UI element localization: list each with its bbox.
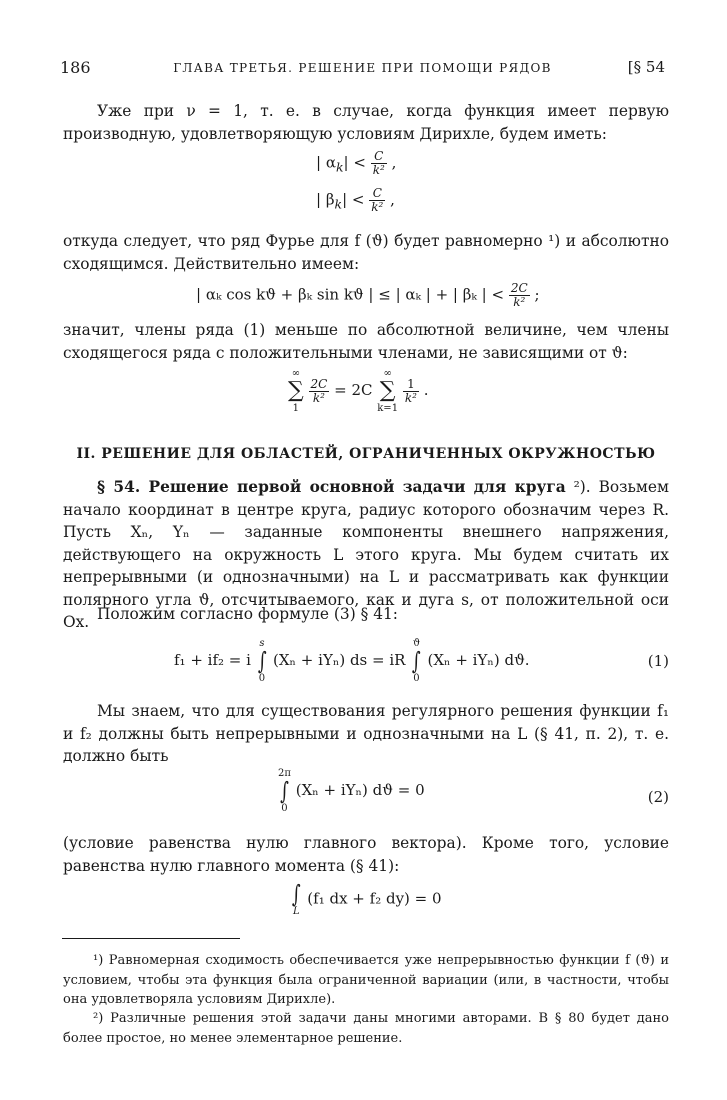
running-title: ГЛАВА ТРЕТЬЯ. РЕШЕНИЕ ПРИ ПОМОЩИ РЯДОВ: [173, 61, 552, 75]
paragraph-6: Мы знаем, что для существования регулярного решения функции f₁ и f₂ должны быть непрерывными и однозначными на L (§ 41, п. 2), т. е. должно быть: [63, 702, 669, 765]
integral-lower-limit: 0: [413, 673, 420, 684]
sum-lower-limit: 1: [292, 403, 300, 414]
fraction-numerator: C: [371, 150, 387, 164]
equation-1-tail: (Xₙ + iYₙ) dϑ.: [427, 651, 530, 669]
page-number: 186: [60, 58, 91, 77]
fraction-denominator: k²: [371, 200, 384, 214]
equation-1-mid: (Xₙ + iYₙ) ds = iR: [273, 651, 406, 669]
integral-3: [278, 768, 291, 814]
integral-4: [290, 882, 303, 917]
section-marker: [§ 54: [627, 58, 665, 76]
integral-lower-limit: 0: [281, 803, 288, 814]
integral-lower-limit: 0: [258, 673, 266, 684]
integral-lower-limit: L: [292, 906, 300, 917]
formula-beta-sub: k: [334, 196, 343, 212]
formula-4: [288, 368, 429, 414]
integral-sign: ∫: [257, 647, 267, 675]
formula-beta-tail: ,: [390, 190, 395, 209]
footnote-1: ¹) Равномерная сходимость обеспечивается уже непрерывностью функции f (ϑ) и условием, чтобы эта функция была ограниченной вариации (или, в частности, чтобы она удовлетворяла условиям Дирихле).: [63, 953, 669, 1007]
footnote-separator: [62, 938, 240, 939]
equation-1: [174, 638, 530, 684]
integral-upper-limit: 2π: [278, 768, 291, 779]
paragraph-7: (условие равенства нулю главного вектора). Кроме того, условие равенства нулю главного момента (§ 41):: [63, 834, 669, 875]
fraction-denominator: k²: [312, 390, 325, 405]
running-header: [60, 58, 665, 80]
paragraph-4-text: ²). Возьмем начало координат в центре круга, радиус которого обозначим через R. Пусть Xₙ, Yₙ — заданные компоненты внешнего напряжения, действующего на окружность L этого круга. Мы будем считать их непрерывными (и однозначными) на L и рассматривать как функции полярного угла ϑ, отсчитываемого, как и дуга s, от положительной оси Ox.: [63, 478, 669, 631]
section-heading: II. РЕШЕНИЕ ДЛЯ ОБЛАСТЕЙ, ОГРАНИЧЕННЫХ ОКРУЖНОСТЬЮ: [76, 446, 656, 462]
equation-2-body: (Xₙ + iYₙ) dϑ = 0: [295, 781, 425, 799]
formula-alpha-tail: ,: [391, 153, 397, 172]
formula-beta-rhs: | <: [342, 190, 365, 209]
formula-beta: [316, 187, 395, 214]
paragraph-1: Уже при ν = 1, т. е. в случае, когда функция имеет первую производную, удовлетворяющую условиям Дирихле, будем иметь:: [63, 102, 669, 143]
sum-upper-limit: ∞: [291, 368, 301, 379]
formula-4-fraction-2: [403, 378, 419, 405]
integral-1: [256, 638, 269, 684]
formula-4-tail: .: [423, 381, 429, 399]
fraction-numerator: 2C: [310, 376, 328, 391]
equation-3: [290, 882, 442, 917]
formula-beta-lhs: | β: [316, 190, 335, 209]
sum-1: [288, 368, 304, 414]
integral-sign: ∫: [412, 647, 421, 675]
sum-2: [377, 368, 398, 414]
paragraph-5: Положим согласно формуле (3) § 41:: [97, 605, 398, 623]
integral-sign: ∫: [280, 777, 289, 805]
integral-2: [410, 638, 423, 684]
formula-alpha: [316, 150, 396, 177]
formula-alpha-lhs: | α: [316, 153, 336, 172]
integral-upper-limit: s: [259, 638, 265, 649]
fraction-numerator: C: [369, 187, 385, 201]
fraction-numerator: 1: [403, 378, 419, 392]
formula-alpha-sub: k: [335, 159, 344, 175]
formula-3-tail: ;: [534, 285, 540, 304]
formula-beta-fraction: [369, 187, 385, 214]
formula-alpha-rhs: | <: [343, 153, 366, 172]
integral-upper-limit: ϑ: [412, 638, 421, 649]
formula-4-fraction-1: [309, 378, 330, 405]
fraction-denominator: k²: [513, 295, 526, 309]
formula-3-text: | αₖ cos kϑ + βₖ sin kϑ | ≤ | αₖ | + | βₖ | <: [196, 285, 505, 304]
paragraph-3: значит, члены ряда (1) меньше по абсолютной величине, чем члены сходящегося ряда с положительными членами, не зависящими от ϑ:: [63, 321, 669, 362]
formula-3-fraction: [509, 282, 530, 309]
sum-sign: ∑: [288, 378, 304, 403]
footnote-2: ²) Различные решения этой задачи даны многими авторами. В § 80 будет дано более простое, но менее элементарное решение.: [63, 1011, 669, 1046]
fraction-denominator: k²: [372, 163, 385, 177]
equation-1-lhs: f₁ + if₂ = i: [174, 651, 251, 669]
paragraph-2: откуда следует, что ряд Фурье для f (ϑ) будет равномерно ¹) и абсолютно сходящимся. Действительно имеем:: [63, 232, 669, 273]
sum-lower-limit: k=1: [377, 403, 399, 414]
equation-2: [278, 768, 425, 814]
fraction-denominator: k²: [404, 390, 417, 405]
fraction-numerator: 2C: [510, 281, 528, 295]
sum-sign: ∑: [379, 378, 396, 403]
section-title: § 54. Решение первой основной задачи для круга: [97, 478, 566, 496]
sum-upper-limit: ∞: [383, 368, 392, 379]
equation-number-2: (2): [647, 788, 669, 806]
formula-3: [196, 282, 540, 309]
equation-3-body: (f₁ dx + f₂ dy) = 0: [307, 889, 442, 908]
integral-sign: ∫: [291, 880, 301, 908]
equation-number-1: (1): [647, 652, 669, 670]
formula-4-mid: = 2C: [334, 381, 373, 399]
formula-alpha-fraction: [371, 150, 387, 177]
